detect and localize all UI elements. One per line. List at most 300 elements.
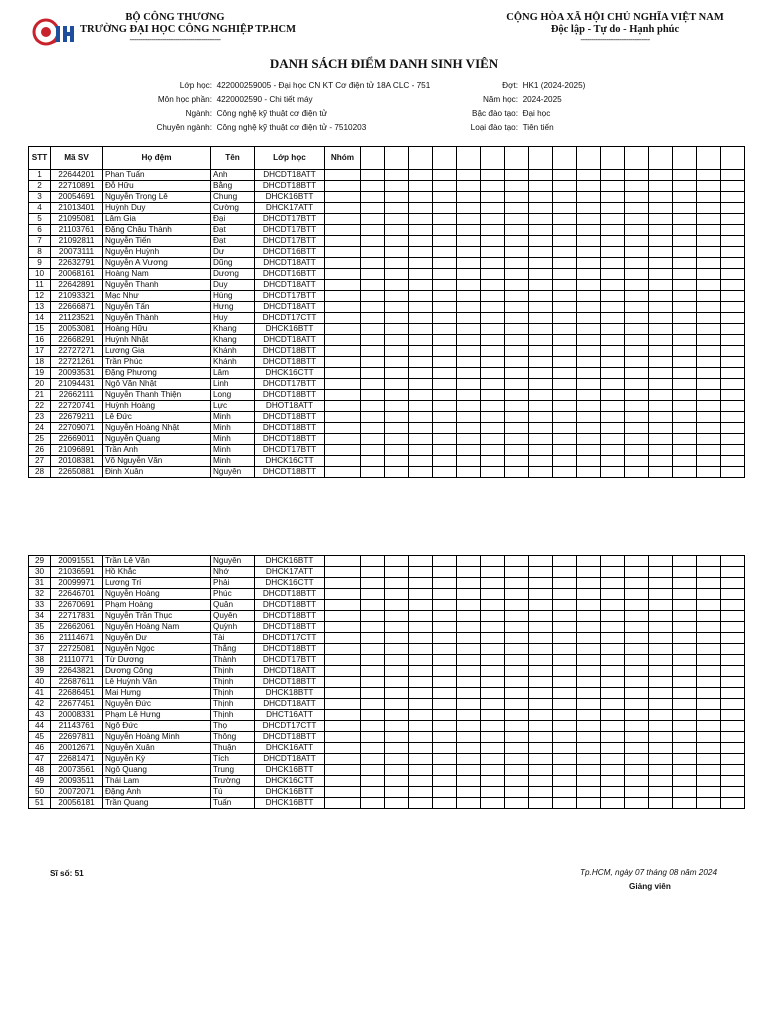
attendance-cell[interactable] (721, 412, 745, 423)
attendance-cell[interactable] (601, 699, 625, 710)
attendance-cell[interactable] (625, 743, 649, 754)
attendance-cell[interactable] (409, 655, 433, 666)
attendance-cell[interactable] (721, 335, 745, 346)
attendance-cell[interactable] (577, 423, 601, 434)
attendance-cell[interactable] (409, 357, 433, 368)
attendance-cell[interactable] (361, 313, 385, 324)
attendance-cell[interactable] (601, 214, 625, 225)
attendance-cell[interactable] (385, 379, 409, 390)
attendance-cell[interactable] (481, 302, 505, 313)
attendance-cell[interactable] (625, 611, 649, 622)
attendance-cell[interactable] (577, 456, 601, 467)
attendance-cell[interactable] (457, 765, 481, 776)
attendance-cell[interactable] (481, 269, 505, 280)
attendance-cell[interactable] (409, 567, 433, 578)
attendance-cell[interactable] (529, 754, 553, 765)
attendance-cell[interactable] (529, 655, 553, 666)
attendance-cell[interactable] (409, 798, 433, 809)
attendance-cell[interactable] (529, 302, 553, 313)
attendance-cell[interactable] (409, 236, 433, 247)
attendance-cell[interactable] (697, 456, 721, 467)
attendance-cell[interactable] (625, 666, 649, 677)
attendance-cell[interactable] (625, 379, 649, 390)
attendance-cell[interactable] (577, 401, 601, 412)
attendance-cell[interactable] (697, 291, 721, 302)
attendance-cell[interactable] (457, 556, 481, 567)
attendance-cell[interactable] (649, 225, 673, 236)
attendance-cell[interactable] (625, 710, 649, 721)
attendance-cell[interactable] (481, 622, 505, 633)
attendance-cell[interactable] (625, 181, 649, 192)
attendance-cell[interactable] (649, 258, 673, 269)
attendance-cell[interactable] (385, 258, 409, 269)
attendance-cell[interactable] (529, 456, 553, 467)
attendance-cell[interactable] (433, 401, 457, 412)
attendance-cell[interactable] (505, 776, 529, 787)
attendance-cell[interactable] (649, 203, 673, 214)
attendance-cell[interactable] (409, 368, 433, 379)
attendance-cell[interactable] (625, 467, 649, 478)
attendance-cell[interactable] (529, 467, 553, 478)
attendance-cell[interactable] (361, 368, 385, 379)
attendance-cell[interactable] (481, 445, 505, 456)
attendance-cell[interactable] (409, 699, 433, 710)
attendance-cell[interactable] (577, 280, 601, 291)
attendance-cell[interactable] (385, 467, 409, 478)
attendance-cell[interactable] (577, 357, 601, 368)
attendance-cell[interactable] (553, 181, 577, 192)
attendance-cell[interactable] (697, 611, 721, 622)
attendance-cell[interactable] (385, 556, 409, 567)
attendance-cell[interactable] (601, 600, 625, 611)
attendance-cell[interactable] (385, 247, 409, 258)
attendance-cell[interactable] (385, 291, 409, 302)
attendance-cell[interactable] (649, 644, 673, 655)
attendance-cell[interactable] (649, 390, 673, 401)
attendance-cell[interactable] (625, 732, 649, 743)
attendance-cell[interactable] (721, 225, 745, 236)
attendance-cell[interactable] (697, 666, 721, 677)
attendance-cell[interactable] (553, 434, 577, 445)
attendance-cell[interactable] (529, 434, 553, 445)
attendance-cell[interactable] (649, 567, 673, 578)
attendance-cell[interactable] (673, 225, 697, 236)
attendance-cell[interactable] (601, 225, 625, 236)
attendance-cell[interactable] (697, 633, 721, 644)
attendance-cell[interactable] (601, 324, 625, 335)
attendance-cell[interactable] (409, 181, 433, 192)
attendance-cell[interactable] (529, 335, 553, 346)
attendance-cell[interactable] (433, 467, 457, 478)
attendance-cell[interactable] (361, 181, 385, 192)
attendance-cell[interactable] (409, 622, 433, 633)
attendance-cell[interactable] (625, 335, 649, 346)
attendance-cell[interactable] (577, 214, 601, 225)
attendance-cell[interactable] (457, 743, 481, 754)
attendance-cell[interactable] (457, 269, 481, 280)
attendance-cell[interactable] (673, 445, 697, 456)
attendance-cell[interactable] (697, 313, 721, 324)
attendance-cell[interactable] (553, 390, 577, 401)
attendance-cell[interactable] (385, 302, 409, 313)
attendance-cell[interactable] (481, 280, 505, 291)
attendance-cell[interactable] (577, 269, 601, 280)
attendance-cell[interactable] (385, 644, 409, 655)
attendance-cell[interactable] (673, 258, 697, 269)
attendance-cell[interactable] (505, 467, 529, 478)
attendance-cell[interactable] (481, 346, 505, 357)
attendance-cell[interactable] (673, 291, 697, 302)
attendance-cell[interactable] (673, 765, 697, 776)
attendance-cell[interactable] (553, 170, 577, 181)
attendance-cell[interactable] (673, 776, 697, 787)
attendance-cell[interactable] (721, 710, 745, 721)
attendance-cell[interactable] (553, 269, 577, 280)
attendance-cell[interactable] (529, 324, 553, 335)
attendance-cell[interactable] (361, 302, 385, 313)
attendance-cell[interactable] (529, 445, 553, 456)
attendance-cell[interactable] (601, 423, 625, 434)
attendance-cell[interactable] (457, 721, 481, 732)
attendance-cell[interactable] (385, 787, 409, 798)
attendance-cell[interactable] (481, 600, 505, 611)
attendance-cell[interactable] (697, 236, 721, 247)
attendance-cell[interactable] (457, 699, 481, 710)
attendance-cell[interactable] (481, 412, 505, 423)
attendance-cell[interactable] (433, 192, 457, 203)
attendance-cell[interactable] (457, 633, 481, 644)
attendance-cell[interactable] (601, 666, 625, 677)
attendance-cell[interactable] (361, 655, 385, 666)
attendance-cell[interactable] (457, 192, 481, 203)
attendance-cell[interactable] (721, 589, 745, 600)
attendance-cell[interactable] (673, 412, 697, 423)
attendance-cell[interactable] (721, 236, 745, 247)
attendance-cell[interactable] (457, 291, 481, 302)
attendance-cell[interactable] (433, 225, 457, 236)
attendance-cell[interactable] (697, 390, 721, 401)
attendance-cell[interactable] (385, 280, 409, 291)
attendance-cell[interactable] (601, 445, 625, 456)
attendance-cell[interactable] (697, 589, 721, 600)
attendance-cell[interactable] (457, 600, 481, 611)
attendance-cell[interactable] (361, 346, 385, 357)
attendance-cell[interactable] (649, 280, 673, 291)
attendance-cell[interactable] (697, 743, 721, 754)
attendance-cell[interactable] (625, 622, 649, 633)
attendance-cell[interactable] (457, 776, 481, 787)
attendance-cell[interactable] (721, 600, 745, 611)
attendance-cell[interactable] (457, 622, 481, 633)
attendance-cell[interactable] (649, 291, 673, 302)
attendance-cell[interactable] (457, 181, 481, 192)
attendance-cell[interactable] (697, 710, 721, 721)
attendance-cell[interactable] (601, 721, 625, 732)
attendance-cell[interactable] (361, 611, 385, 622)
attendance-cell[interactable] (673, 666, 697, 677)
attendance-cell[interactable] (601, 313, 625, 324)
attendance-cell[interactable] (409, 666, 433, 677)
attendance-cell[interactable] (505, 589, 529, 600)
attendance-cell[interactable] (385, 390, 409, 401)
attendance-cell[interactable] (457, 258, 481, 269)
attendance-cell[interactable] (625, 368, 649, 379)
attendance-cell[interactable] (457, 412, 481, 423)
attendance-cell[interactable] (457, 567, 481, 578)
attendance-cell[interactable] (625, 721, 649, 732)
attendance-cell[interactable] (361, 280, 385, 291)
attendance-cell[interactable] (553, 324, 577, 335)
attendance-cell[interactable] (625, 423, 649, 434)
attendance-cell[interactable] (577, 236, 601, 247)
attendance-cell[interactable] (409, 721, 433, 732)
attendance-cell[interactable] (625, 434, 649, 445)
attendance-cell[interactable] (721, 776, 745, 787)
attendance-cell[interactable] (649, 434, 673, 445)
attendance-cell[interactable] (409, 280, 433, 291)
attendance-cell[interactable] (505, 633, 529, 644)
attendance-cell[interactable] (529, 225, 553, 236)
attendance-cell[interactable] (721, 644, 745, 655)
attendance-cell[interactable] (457, 644, 481, 655)
attendance-cell[interactable] (409, 556, 433, 567)
attendance-cell[interactable] (361, 192, 385, 203)
attendance-cell[interactable] (721, 787, 745, 798)
attendance-cell[interactable] (553, 732, 577, 743)
attendance-cell[interactable] (409, 214, 433, 225)
attendance-cell[interactable] (433, 324, 457, 335)
attendance-cell[interactable] (481, 710, 505, 721)
attendance-cell[interactable] (697, 258, 721, 269)
attendance-cell[interactable] (481, 335, 505, 346)
attendance-cell[interactable] (529, 280, 553, 291)
attendance-cell[interactable] (673, 644, 697, 655)
attendance-cell[interactable] (433, 688, 457, 699)
attendance-cell[interactable] (385, 269, 409, 280)
attendance-cell[interactable] (457, 611, 481, 622)
attendance-cell[interactable] (601, 181, 625, 192)
attendance-cell[interactable] (577, 225, 601, 236)
attendance-cell[interactable] (481, 787, 505, 798)
attendance-cell[interactable] (673, 368, 697, 379)
attendance-cell[interactable] (457, 390, 481, 401)
attendance-cell[interactable] (481, 181, 505, 192)
attendance-cell[interactable] (601, 401, 625, 412)
attendance-cell[interactable] (409, 412, 433, 423)
attendance-cell[interactable] (481, 776, 505, 787)
attendance-cell[interactable] (601, 379, 625, 390)
attendance-cell[interactable] (697, 247, 721, 258)
attendance-cell[interactable] (577, 170, 601, 181)
attendance-cell[interactable] (601, 192, 625, 203)
attendance-cell[interactable] (385, 611, 409, 622)
attendance-cell[interactable] (457, 467, 481, 478)
attendance-cell[interactable] (577, 556, 601, 567)
attendance-cell[interactable] (721, 313, 745, 324)
attendance-cell[interactable] (361, 622, 385, 633)
attendance-cell[interactable] (625, 203, 649, 214)
attendance-cell[interactable] (505, 743, 529, 754)
attendance-cell[interactable] (505, 236, 529, 247)
attendance-cell[interactable] (697, 677, 721, 688)
attendance-cell[interactable] (673, 732, 697, 743)
attendance-cell[interactable] (673, 203, 697, 214)
attendance-cell[interactable] (601, 578, 625, 589)
attendance-cell[interactable] (601, 743, 625, 754)
attendance-cell[interactable] (577, 181, 601, 192)
attendance-cell[interactable] (649, 655, 673, 666)
attendance-cell[interactable] (481, 236, 505, 247)
attendance-cell[interactable] (625, 192, 649, 203)
attendance-cell[interactable] (505, 666, 529, 677)
attendance-cell[interactable] (721, 467, 745, 478)
attendance-cell[interactable] (697, 170, 721, 181)
attendance-cell[interactable] (625, 236, 649, 247)
attendance-cell[interactable] (433, 721, 457, 732)
attendance-cell[interactable] (361, 335, 385, 346)
attendance-cell[interactable] (433, 677, 457, 688)
attendance-cell[interactable] (649, 589, 673, 600)
attendance-cell[interactable] (577, 467, 601, 478)
attendance-cell[interactable] (385, 412, 409, 423)
attendance-cell[interactable] (721, 578, 745, 589)
attendance-cell[interactable] (577, 677, 601, 688)
attendance-cell[interactable] (361, 567, 385, 578)
attendance-cell[interactable] (697, 192, 721, 203)
attendance-cell[interactable] (457, 655, 481, 666)
attendance-cell[interactable] (625, 214, 649, 225)
attendance-cell[interactable] (433, 313, 457, 324)
attendance-cell[interactable] (553, 335, 577, 346)
attendance-cell[interactable] (697, 467, 721, 478)
attendance-cell[interactable] (649, 699, 673, 710)
attendance-cell[interactable] (529, 423, 553, 434)
attendance-cell[interactable] (529, 798, 553, 809)
attendance-cell[interactable] (673, 655, 697, 666)
attendance-cell[interactable] (649, 368, 673, 379)
attendance-cell[interactable] (577, 313, 601, 324)
attendance-cell[interactable] (481, 368, 505, 379)
attendance-cell[interactable] (601, 798, 625, 809)
attendance-cell[interactable] (721, 721, 745, 732)
attendance-cell[interactable] (697, 269, 721, 280)
attendance-cell[interactable] (649, 456, 673, 467)
attendance-cell[interactable] (697, 776, 721, 787)
attendance-cell[interactable] (721, 567, 745, 578)
attendance-cell[interactable] (673, 214, 697, 225)
attendance-cell[interactable] (601, 412, 625, 423)
attendance-cell[interactable] (721, 556, 745, 567)
attendance-cell[interactable] (601, 357, 625, 368)
attendance-cell[interactable] (529, 170, 553, 181)
attendance-cell[interactable] (505, 346, 529, 357)
attendance-cell[interactable] (577, 324, 601, 335)
attendance-cell[interactable] (577, 445, 601, 456)
attendance-cell[interactable] (529, 357, 553, 368)
attendance-cell[interactable] (505, 280, 529, 291)
attendance-cell[interactable] (673, 556, 697, 567)
attendance-cell[interactable] (529, 567, 553, 578)
attendance-cell[interactable] (577, 247, 601, 258)
attendance-cell[interactable] (721, 214, 745, 225)
attendance-cell[interactable] (577, 655, 601, 666)
attendance-cell[interactable] (433, 754, 457, 765)
attendance-cell[interactable] (625, 170, 649, 181)
attendance-cell[interactable] (481, 203, 505, 214)
attendance-cell[interactable] (433, 280, 457, 291)
attendance-cell[interactable] (553, 203, 577, 214)
attendance-cell[interactable] (409, 302, 433, 313)
attendance-cell[interactable] (505, 456, 529, 467)
attendance-cell[interactable] (721, 798, 745, 809)
attendance-cell[interactable] (553, 192, 577, 203)
attendance-cell[interactable] (577, 600, 601, 611)
attendance-cell[interactable] (433, 236, 457, 247)
attendance-cell[interactable] (625, 688, 649, 699)
attendance-cell[interactable] (457, 677, 481, 688)
attendance-cell[interactable] (433, 567, 457, 578)
attendance-cell[interactable] (457, 313, 481, 324)
attendance-cell[interactable] (625, 556, 649, 567)
attendance-cell[interactable] (721, 269, 745, 280)
attendance-cell[interactable] (385, 655, 409, 666)
attendance-cell[interactable] (649, 754, 673, 765)
attendance-cell[interactable] (649, 721, 673, 732)
attendance-cell[interactable] (505, 688, 529, 699)
attendance-cell[interactable] (481, 611, 505, 622)
attendance-cell[interactable] (697, 754, 721, 765)
attendance-cell[interactable] (625, 225, 649, 236)
attendance-cell[interactable] (409, 445, 433, 456)
attendance-cell[interactable] (697, 203, 721, 214)
attendance-cell[interactable] (673, 456, 697, 467)
attendance-cell[interactable] (553, 236, 577, 247)
attendance-cell[interactable] (409, 291, 433, 302)
attendance-cell[interactable] (409, 225, 433, 236)
attendance-cell[interactable] (649, 578, 673, 589)
attendance-cell[interactable] (553, 423, 577, 434)
attendance-cell[interactable] (409, 600, 433, 611)
attendance-cell[interactable] (649, 412, 673, 423)
attendance-cell[interactable] (385, 324, 409, 335)
attendance-cell[interactable] (457, 302, 481, 313)
attendance-cell[interactable] (601, 710, 625, 721)
attendance-cell[interactable] (577, 688, 601, 699)
attendance-cell[interactable] (553, 743, 577, 754)
attendance-cell[interactable] (481, 688, 505, 699)
attendance-cell[interactable] (505, 567, 529, 578)
attendance-cell[interactable] (529, 611, 553, 622)
attendance-cell[interactable] (505, 313, 529, 324)
attendance-cell[interactable] (553, 291, 577, 302)
attendance-cell[interactable] (649, 677, 673, 688)
attendance-cell[interactable] (553, 776, 577, 787)
attendance-cell[interactable] (385, 688, 409, 699)
attendance-cell[interactable] (601, 390, 625, 401)
attendance-cell[interactable] (433, 732, 457, 743)
attendance-cell[interactable] (577, 743, 601, 754)
attendance-cell[interactable] (553, 699, 577, 710)
attendance-cell[interactable] (361, 357, 385, 368)
attendance-cell[interactable] (625, 412, 649, 423)
attendance-cell[interactable] (625, 247, 649, 258)
attendance-cell[interactable] (529, 236, 553, 247)
attendance-cell[interactable] (409, 677, 433, 688)
attendance-cell[interactable] (481, 798, 505, 809)
attendance-cell[interactable] (505, 445, 529, 456)
attendance-cell[interactable] (409, 434, 433, 445)
attendance-cell[interactable] (625, 445, 649, 456)
